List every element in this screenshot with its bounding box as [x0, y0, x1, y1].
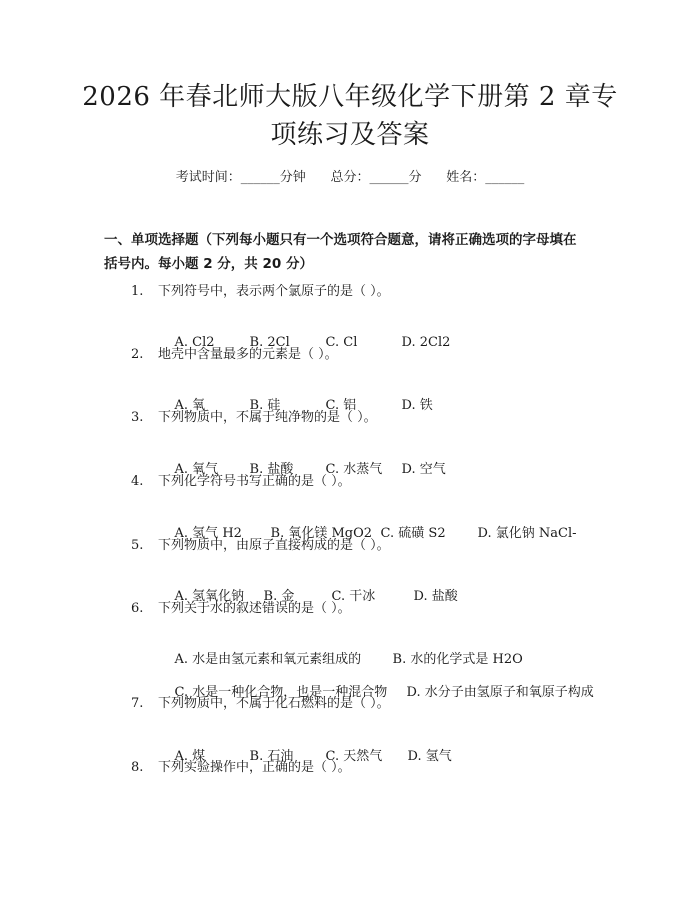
option-b: B. 水的化学式是 H2O — [392, 652, 523, 667]
option-c: C. 天然气 — [325, 749, 383, 764]
question-number: 6. — [131, 601, 144, 616]
question-stem: 下列化学符号书写正确的是（ ）。 — [158, 474, 351, 489]
question-number: 2. — [131, 347, 144, 362]
question-number: 7. — [131, 696, 144, 711]
question-number: 3. — [131, 410, 144, 425]
option-d: D. 盐酸 — [413, 589, 458, 604]
option-b: B. 2Cl — [249, 335, 290, 350]
question-options — [158, 663, 594, 723]
question-stem: 下列关于水的叙述错误的是（ ）。 — [158, 601, 351, 616]
title-line-1: 2026 年春北师大版八年级化学下册第 2 章专 — [82, 82, 618, 112]
option-b: B. 硅 — [249, 398, 281, 413]
question-number: 1. — [131, 284, 144, 299]
section-heading — [104, 228, 604, 276]
option-d: D. 空气 — [401, 462, 446, 477]
option-a: A. Cl2 — [174, 335, 215, 350]
question-number: 4. — [131, 474, 144, 489]
option-a: A. 煤 — [174, 749, 206, 764]
option-a: A. 水是由氢元素和氧元素组成的 — [174, 652, 362, 667]
option-c: C. 干冰 — [331, 589, 376, 604]
option-a: A. 氢氧化钠 — [174, 589, 245, 604]
section-heading-line-2: 括号内。每小题 2 分，共 20 分） — [104, 256, 313, 272]
option-d: D. 铁 — [401, 398, 433, 413]
option-a: A. 氧 — [174, 398, 206, 413]
question-options — [158, 727, 452, 787]
document-title — [60, 78, 640, 154]
option-b: B. 盐酸 — [249, 462, 294, 477]
question-stem: 地壳中含量最多的元素是（ ）。 — [158, 347, 338, 362]
option-c: C. Cl — [325, 335, 358, 350]
question-stem: 下列符号中，表示两个氯原子的是（ ）。 — [158, 284, 390, 299]
option-d: D. 氯化钠 NaCl- — [477, 526, 577, 541]
option-b: B. 金 — [263, 589, 295, 604]
option-c: C. 硫磺 S2 — [380, 526, 446, 541]
question-stem: 下列物质中，不属于化石燃料的是（ ）。 — [158, 696, 390, 711]
option-d: D. 水分子由氢原子和氧原子构成 — [406, 685, 594, 700]
option-b: B. 石油 — [249, 749, 294, 764]
question-number: 5. — [131, 538, 144, 553]
option-d: D. 氢气 — [407, 749, 452, 764]
option-a: A. 氢气 H2 — [174, 526, 242, 541]
question-stem: 下列物质中，不属于纯净物的是（ ）。 — [158, 410, 377, 425]
question-stem: 下列物质中，由原子直接构成的是（ ）。 — [158, 538, 390, 553]
section-heading-line-1: 一、单项选择题（下列每小题只有一个选项符合题意，请将正确选项的字母填在 — [104, 232, 577, 248]
option-d: D. 2Cl2 — [401, 335, 451, 350]
question-stem: 下列实验操作中，正确的是（ ）。 — [158, 760, 351, 775]
title-line-2: 项练习及答案 — [270, 120, 430, 150]
exam-info-line: 考试时间：______分钟 总分：______分 姓名：______ — [175, 170, 525, 185]
option-b: B. 氧化镁 MgO2 — [270, 526, 373, 541]
option-a: A. 氧气 — [174, 462, 219, 477]
question-number: 8. — [131, 760, 144, 775]
option-c: C. 水是一种化合物，也是一种混合物 — [174, 685, 388, 700]
option-c: C. 铝 — [325, 398, 357, 413]
option-c: C. 水蒸气 — [325, 462, 383, 477]
